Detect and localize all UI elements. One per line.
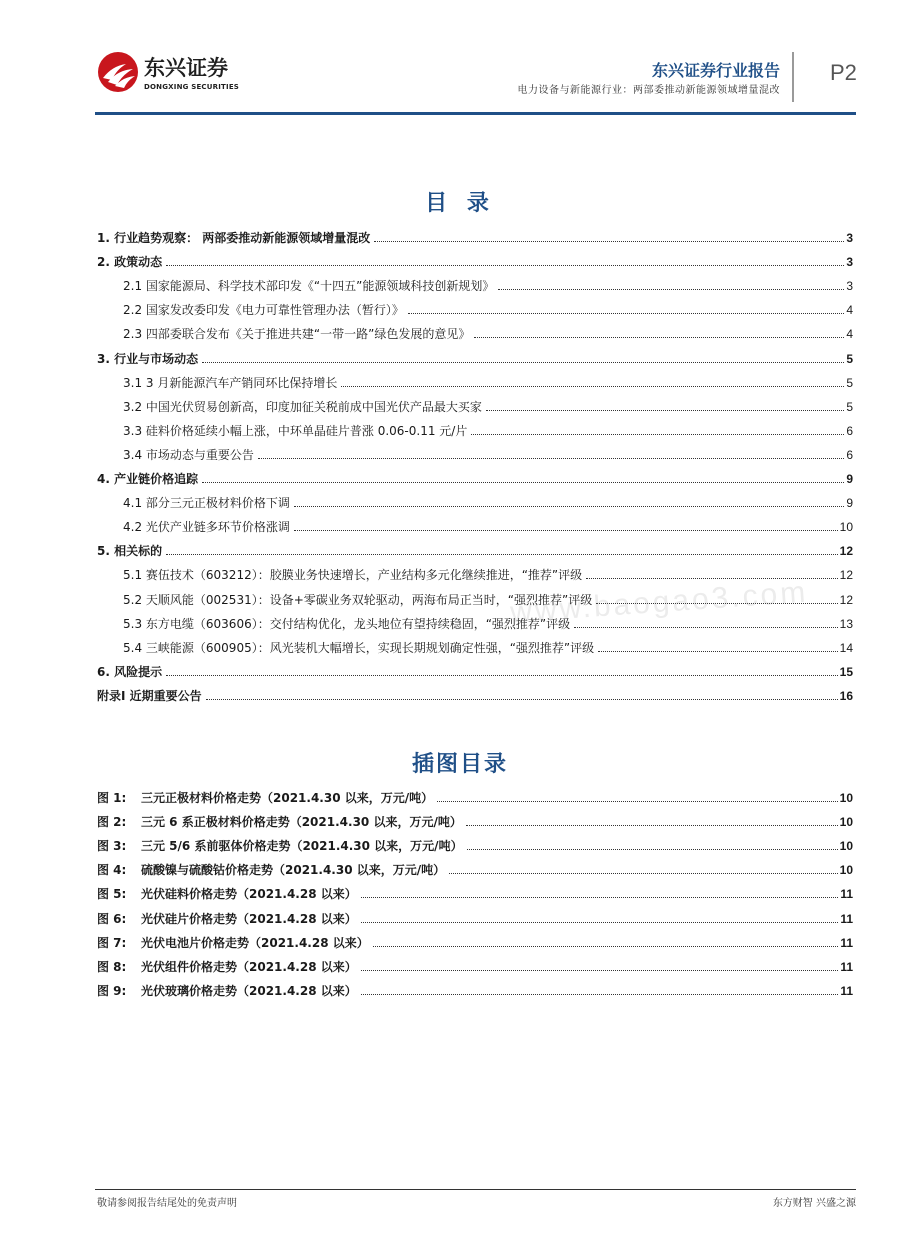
figure-entry-page: 10 [839,863,853,877]
toc-entry-page: 3 [846,255,853,269]
company-logo [96,50,246,98]
toc-title: 目 录 [425,191,495,216]
figure-entry-label [97,935,371,951]
toc-entry-label: 2.3 四部委联合发布《关于推进共建“一带一路”绿色发展的意见》 [123,327,471,341]
figure-entry-page: 10 [839,815,853,829]
figure-caption: 光伏组件价格走势（2021.4.28 以来） [141,960,357,974]
figure-caption: 光伏硅料价格走势（2021.4.28 以来） [141,887,357,901]
figure-number: 图 6: [97,912,127,926]
report-subtitle: 电力设备与新能源行业：两部委推动新能源领域增量混改 [517,85,780,96]
toc-leader-dots [202,481,844,483]
toc-entry-page: 10 [839,520,853,534]
figure-entry[interactable] [97,886,853,902]
figure-leader-dots [466,824,838,826]
figure-list-title: 插图目录 [411,752,508,777]
toc-entry-page: 5 [846,352,853,366]
watermark: www.baogao3.com [509,575,810,630]
toc-entry-label: 2. 政策动态 [97,255,163,269]
figure-number: 图 8: [97,960,127,974]
figure-leader-dots [361,921,839,923]
toc-entry-page: 16 [839,689,853,703]
toc-entry-page: 12 [839,544,853,558]
toc-entry-page: 9 [846,496,853,510]
figure-entry-page: 11 [840,912,853,926]
header-divider [792,52,794,102]
figure-caption: 光伏电池片价格走势（2021.4.28 以来） [141,936,369,950]
figure-leader-dots [361,969,839,971]
toc-entry-page: 12 [839,593,853,607]
toc-entry-page: 3 [846,231,853,245]
figure-caption: 三元正极材料价格走势（2021.4.30 以来，万元/吨） [141,791,434,805]
toc-entry[interactable] [123,326,853,342]
toc-entry-page: 5 [846,400,853,414]
toc-entry-label: 4. 产业链价格追踪 [97,472,199,486]
toc-entry[interactable] [123,375,853,391]
toc-entry[interactable] [123,616,853,632]
figure-entry[interactable] [97,983,853,999]
toc-entry[interactable] [97,471,853,487]
figure-entry-label [97,911,359,927]
toc-entry-label: 5.2 天顺风能（002531）：设备+零碳业务双轮驱动，两海布局正当时，“强烈推荐”评级 [123,593,593,607]
figure-entry-page: 11 [840,936,853,950]
toc-entry-label: 3.1 3 月新能源汽车产销同环比保持增长 [123,376,338,390]
toc-entry-page: 6 [846,448,853,462]
toc-entry[interactable] [97,230,853,246]
toc-leader-dots [294,505,844,507]
figure-leader-dots [437,800,838,802]
toc-leader-dots [294,529,838,531]
figure-leader-dots [373,945,839,947]
toc-entry[interactable] [123,423,853,439]
figure-leader-dots [449,872,838,874]
toc-entry-label: 3. 行业与市场动态 [97,352,199,366]
figure-caption: 硫酸镍与硫酸钴价格走势（2021.4.30 以来，万元/吨） [141,863,446,877]
figure-number: 图 1: [97,791,127,805]
toc-entry[interactable] [123,519,853,535]
toc-leader-dots [258,457,844,459]
toc-leader-dots [166,264,844,266]
figure-entry-label [97,790,435,806]
header-rule [95,112,856,115]
figure-caption: 光伏硅片价格走势（2021.4.28 以来） [141,912,357,926]
figure-leader-dots [361,993,839,995]
toc-leader-dots [341,385,844,387]
toc-entry[interactable] [97,543,853,559]
figure-number: 图 9: [97,984,127,998]
figure-entry-label [97,983,359,999]
logo-english-name: DONGXING SECURITIES [144,83,240,91]
toc-leader-dots [471,433,844,435]
toc-entry[interactable] [123,399,853,415]
page-number: P2 [830,60,857,85]
footer-disclaimer[interactable]: 敬请参阅报告结尾处的免责声明 [97,1198,237,1209]
toc-entry[interactable] [123,278,853,294]
figure-entry[interactable] [97,838,853,854]
figure-leader-dots [467,848,838,850]
figure-entry-label [97,959,359,975]
toc-entry-page: 13 [839,617,853,631]
toc-entry-label: 2.1 国家能源局、科学技术部印发《“十四五”能源领域科技创新规划》 [123,279,495,293]
figure-entry-page: 11 [840,887,853,901]
figure-entry-label [97,862,447,878]
toc-leader-dots [202,361,844,363]
figure-entry-page: 11 [840,984,853,998]
toc-entry-page: 5 [846,376,853,390]
toc-leader-dots [574,626,837,628]
toc-entry-label: 附录Ⅰ 近期重要公告 [97,689,202,703]
toc-entry[interactable] [123,495,853,511]
toc-entry[interactable] [97,351,853,367]
toc-entry-label: 5. 相关标的 [97,544,163,558]
footer-slogan: 东方财智 兴盛之源 [772,1198,856,1209]
toc-entry-label: 5.1 赛伍技术（603212）：胶膜业务快速增长，产业结构多元化继续推进，“推荐”评级 [123,568,583,582]
toc-entry[interactable] [97,254,853,270]
toc-entry-page: 14 [839,641,853,655]
figure-entry-page: 11 [840,960,853,974]
figure-number: 图 4: [97,863,127,877]
toc-entry-page: 9 [846,472,853,486]
toc-leader-dots [166,553,838,555]
figure-entry-page: 10 [839,839,853,853]
toc-entry-page: 15 [839,665,853,679]
toc-entry-label: 4.2 光伏产业链多环节价格涨调 [123,520,290,534]
figure-number: 图 3: [97,839,127,853]
toc-entry-label: 2.2 国家发改委印发《电力可靠性管理办法（暂行）》 [123,303,404,317]
figure-number: 图 5: [97,887,127,901]
toc-entry-label: 3.2 中国光伏贸易创新高，印度加征关税前成中国光伏产品最大买家 [123,400,482,414]
toc-leader-dots [598,650,837,652]
toc-leader-dots [486,409,844,411]
toc-entry-label: 4.1 部分三元正极材料价格下调 [123,496,290,510]
toc-entry-label: 6. 风险提示 [97,665,163,679]
figure-caption: 三元 6 系正极材料价格走势（2021.4.30 以来，万元/吨） [141,815,462,829]
toc-entry-page: 4 [846,303,853,317]
figure-entry[interactable] [97,790,853,806]
toc-leader-dots [206,698,838,700]
toc-entry-page: 12 [839,568,853,582]
figure-entry[interactable] [97,862,853,878]
toc-leader-dots [374,240,844,242]
toc-leader-dots [474,336,844,338]
figure-leader-dots [361,896,839,898]
figure-entry[interactable] [97,911,853,927]
logo-chinese-name: 东兴证券 [144,56,228,80]
toc-leader-dots [498,288,844,290]
toc-entry-page: 6 [846,424,853,438]
figure-entry-page: 10 [839,791,853,805]
toc-leader-dots [408,312,844,314]
toc-entry[interactable] [123,302,853,318]
toc-entry-label: 5.4 三峡能源（600905）：风光装机大幅增长，实现长期规划确定性强，“强烈推荐”评级 [123,641,595,655]
toc-entry[interactable] [123,447,853,463]
figure-caption: 光伏玻璃价格走势（2021.4.28 以来） [141,984,357,998]
toc-entry-page: 4 [846,327,853,341]
toc-entry[interactable] [97,664,853,680]
figure-entry[interactable] [97,814,853,830]
figure-entry[interactable] [97,959,853,975]
figure-number: 图 7: [97,936,127,950]
figure-entry[interactable] [97,935,853,951]
logo-emblem-icon [96,50,140,94]
figure-entry-label [97,886,359,902]
toc-entry-label: 3.4 市场动态与重要公告 [123,448,254,462]
toc-leader-dots [166,674,838,676]
footer-rule [95,1189,856,1190]
figure-entry-label [97,838,465,854]
figure-number: 图 2: [97,815,127,829]
toc-entry[interactable] [123,640,853,656]
figure-caption: 三元 5/6 系前驱体价格走势（2021.4.30 以来，万元/吨） [141,839,463,853]
figure-entry-label [97,814,464,830]
report-type: 东兴证券行业报告 [651,61,780,80]
toc-entry-label: 3.3 硅料价格延续小幅上涨，中环单晶硅片普涨 0.06-0.11 元/片 [123,424,468,438]
toc-entry-label: 1. 行业趋势观察： 两部委推动新能源领域增量混改 [97,231,371,245]
toc-entry-label: 5.3 东方电缆（603606）：交付结构优化，龙头地位有望持续稳固，“强烈推荐”评级 [123,617,571,631]
toc-entry[interactable] [97,688,853,704]
toc-entry-page: 3 [846,279,853,293]
